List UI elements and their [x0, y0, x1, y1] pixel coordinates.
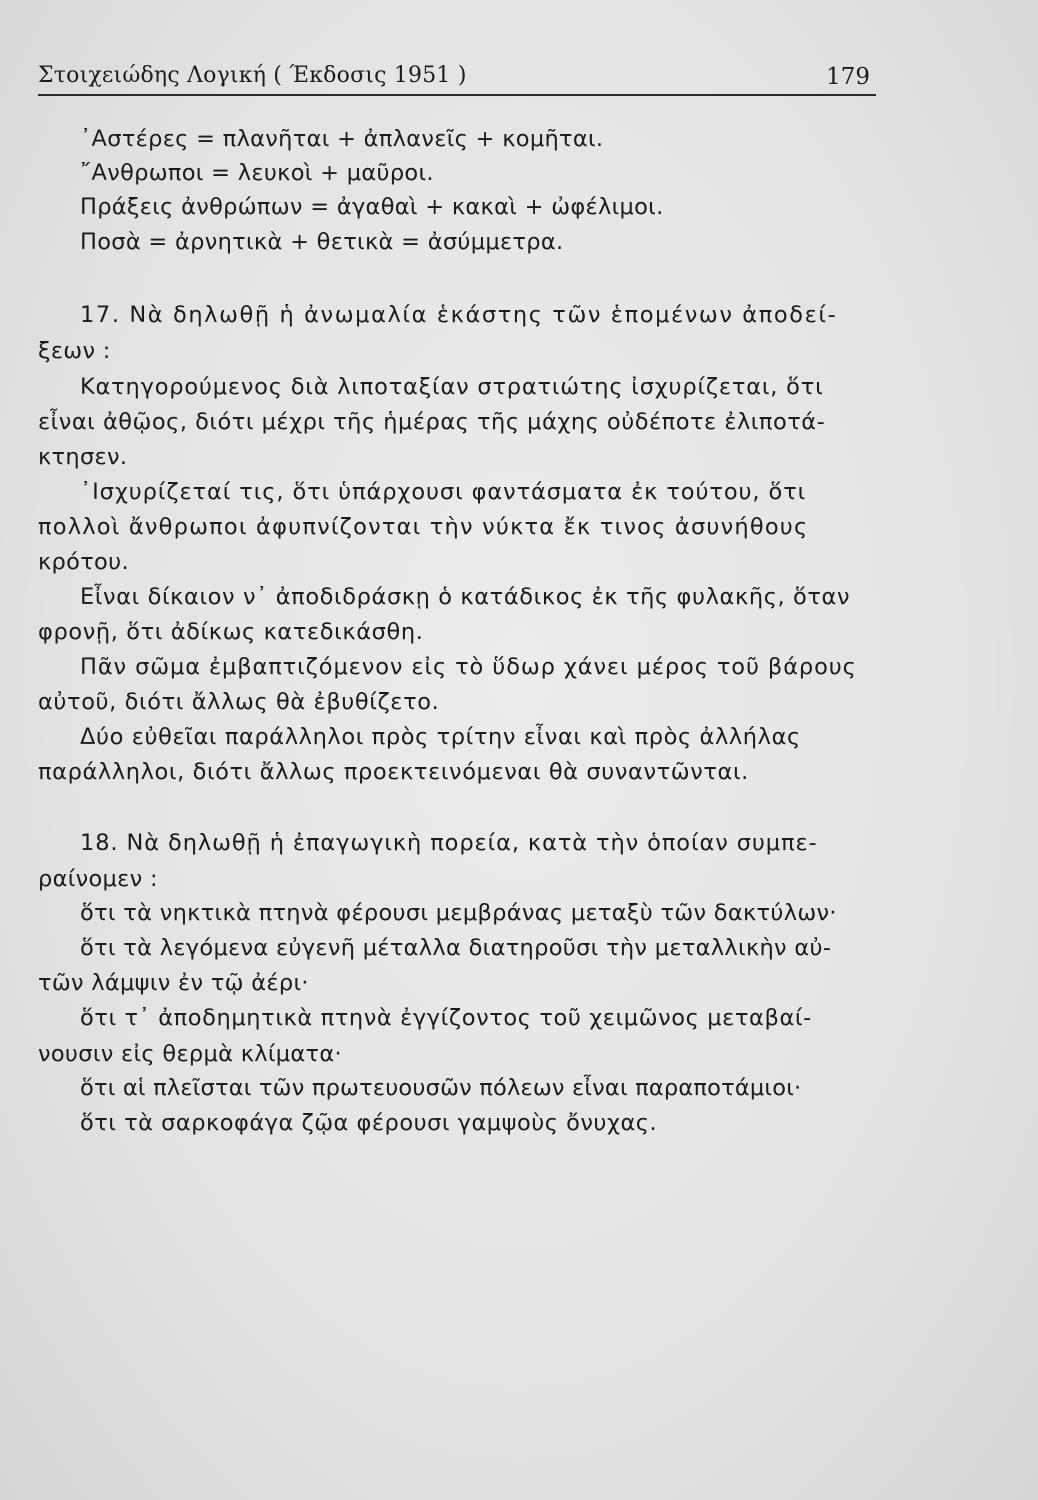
exercise-18-line: νουσιν εἰς θερμὰ κλίματα· — [38, 1041, 342, 1067]
exercise-18-line: ὅτι τ᾿ ἀποδημητικὰ πτηνὰ ἐγγίζοντος τοῦ χειμῶνος μεταβαί- — [80, 1005, 812, 1031]
exercise-18-line: ραίνομεν : — [38, 866, 158, 892]
exercise-17-line: ξεων : — [38, 338, 111, 364]
exercise-17-line: Εἶναι δίκαιον ν᾿ ἀποδιδράσκῃ ὁ κατάδικος ἐκ τῆς φυλακῆς, ὅταν — [80, 584, 851, 610]
exercise-17-line: Πᾶν σῶμα ἐμβαπτιζόμενον εἰς τὸ ὕδωρ χάνει μέρος τοῦ βάρους — [80, 654, 857, 680]
exercise-17-heading: 17. Νὰ δηλωθῇ ἡ ἀνωμαλία ἑκάστης τῶν ἑπομένων ἀποδεί- — [80, 302, 838, 328]
page-number: 179 — [826, 64, 870, 90]
exercise-18-line: ὅτι τὰ σαρκοφάγα ζῷα φέρουσι γαμψοὺς ὄνυχας. — [80, 1110, 658, 1136]
exercise-18-heading: 18. Νὰ δηλωθῇ ἡ ἐπαγωγικὴ πορεία, κατὰ τὴν ὁποίαν συμπε- — [80, 830, 818, 856]
equation-line: Ποσὰ = ἀρνητικὰ + θετικὰ = ἀσύμμετρα. — [80, 229, 564, 255]
exercise-18-line: τῶν λάμψιν ἐν τῷ ἀέρι· — [38, 970, 309, 996]
exercise-17-line: εἶναι ἀθῷος, διότι μέχρι τῆς ἡμέρας τῆς μάχης οὐδέποτε ἐλιποτά- — [38, 409, 826, 435]
exercise-17-line: ᾿Ισχυρίζεταί τις, ὅτι ὑπάρχουσι φαντάσματα ἐκ τούτου, ὅτι — [80, 479, 807, 505]
exercise-17-line: φρονῇ, ὅτι ἀδίκως κατεδικάσθη. — [38, 619, 424, 645]
equation-line: ᾿Αστέρες = πλανῆται + ἀπλανεῖς + κομῆται. — [80, 126, 604, 152]
exercise-17-line: αὐτοῦ, διότι ἄλλως θὰ ἐβυθίζετο. — [38, 689, 440, 715]
exercise-18-line: ὅτι τὰ λεγόμενα εὐγενῆ μέταλλα διατηροῦσι τὴν μεταλλικὴν αὐ- — [80, 935, 832, 961]
equation-line: ῎Ανθρωποι = λευκοὶ + μαῦροι. — [80, 160, 434, 186]
exercise-17-line: Δύο εὐθεῖαι παράλληλοι πρὸς τρίτην εἶναι καὶ πρὸς ἀλλήλας — [80, 724, 801, 750]
exercise-18-line: ὅτι τὰ νηκτικὰ πτηνὰ φέρουσι μεμβράνας μεταξὺ τῶν δακτύλων· — [80, 900, 837, 926]
running-head: Στοιχειώδης Λογική ( Έκδοσις 1951 ) — [38, 63, 467, 88]
page-header — [38, 50, 876, 96]
exercise-17-line: παράλληλοι, διότι ἄλλως προεκτεινόμεναι θὰ συναντῶνται. — [38, 759, 749, 785]
exercise-17-line: κτησεν. — [38, 444, 128, 470]
exercise-17-line: Κατηγορούμενος διὰ λιποταξίαν στρατιώτης ἰσχυρίζεται, ὅτι — [80, 374, 824, 400]
exercise-17-line: πολλοὶ ἄνθρωποι ἀφυπνίζονται τὴν νύκτα ἔκ τινος ἀσυνήθους — [38, 514, 809, 540]
exercise-17-line: κρότου. — [38, 549, 129, 575]
exercise-18-line: ὅτι αἱ πλεῖσται τῶν πρωτευουσῶν πόλεων εἶναι παραποτάμιοι· — [80, 1075, 802, 1101]
equation-line: Πράξεις ἀνθρώπων = ἀγαθαὶ + κακαὶ + ὠφέλιμοι. — [80, 194, 664, 220]
